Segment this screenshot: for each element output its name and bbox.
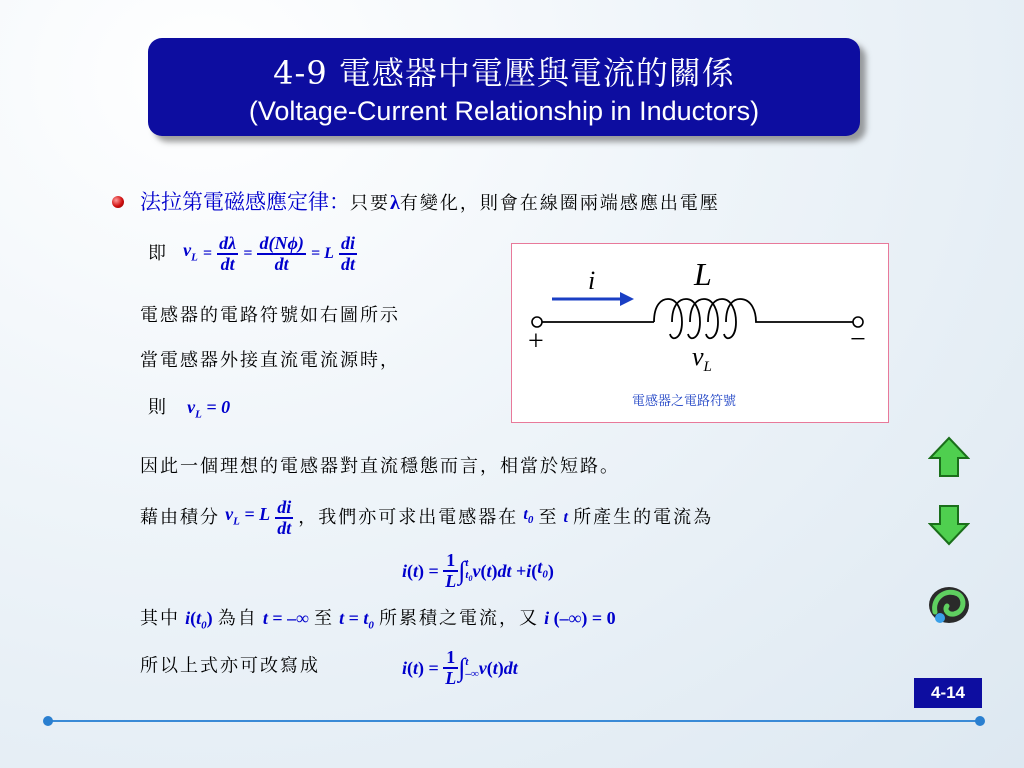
faraday-line [140, 186, 720, 216]
footer-dot-right [975, 716, 985, 726]
current-integral-formula: i(t) = $\frac{1}{L}$ ∫ t $t_0$ $v(t)dt +i(t_0)$ [402, 549, 554, 591]
eq-sign-1: = [202, 244, 213, 262]
faraday-formula [148, 228, 357, 272]
short-circuit-text: 因此一個理想的電感器對直流穩態而言，相當於短路。 [140, 456, 620, 477]
inductor-coil-icon [654, 299, 762, 338]
symbol-text: 電感器的電路符號如右圖所示 [140, 305, 400, 326]
dc-source-text: 當電感器外接直流電流源時， [140, 350, 400, 371]
i-neg-inf-zero: i (–∞) = 0 [544, 608, 616, 628]
plus-label: + [528, 326, 544, 357]
rewritten-integral-formula: i(t) = $\frac{1}{L}$ ∫ t –∞ v(t)dt [402, 646, 518, 688]
title-chinese: 4-9 電感器中電壓與電流的關係 [273, 54, 735, 92]
eq-sign-3: = L [310, 244, 334, 262]
integral-vl [225, 504, 271, 528]
up-arrow-icon [928, 436, 970, 478]
f1-den: dt [220, 253, 235, 274]
integral-to: 至 [538, 506, 559, 528]
where-to: 至 [314, 608, 335, 629]
where-mid: 為自 [217, 608, 258, 629]
then-prefix: 則 [148, 397, 168, 418]
where-suffix: 所累積之電流，又 [379, 608, 539, 629]
int-den: dt [277, 517, 292, 538]
int-num: di [277, 496, 292, 517]
int-eq: = L [244, 504, 271, 524]
t-neg-inf: t = –∞ [262, 608, 309, 628]
f2-num: d(Nϕ) [259, 232, 304, 253]
voltage-label [692, 342, 712, 376]
circuit-caption: 電感器之電路符號 [632, 394, 737, 409]
vl-v: v [183, 240, 192, 260]
vl-zero-sub: L [195, 408, 202, 421]
title-english: (Voltage-Current Relationship in Inductors) [248, 96, 760, 126]
vl-sub: L [191, 251, 198, 264]
i-t0-symbol: $i(t_0)$ [185, 608, 213, 632]
integral-prefix: 藉由積分 [140, 506, 220, 528]
page-number-badge: 4-14 [914, 678, 982, 708]
voltage-sub: L [703, 359, 712, 376]
current-arrow-head-icon [620, 292, 634, 306]
next-slide-button[interactable] [928, 504, 970, 546]
t-symbol: t [563, 508, 568, 526]
faraday-text-2: 有變化，則會在線圈兩端感應出電壓 [399, 193, 720, 214]
integral-suffix: 所產生的電流為 [573, 506, 714, 528]
return-swirl-icon [926, 582, 972, 628]
vl-zero-formula [187, 397, 231, 421]
lambda-symbol: λ [390, 192, 400, 214]
f2-den: dt [274, 253, 289, 274]
f3-den: dt [340, 253, 355, 274]
integral-middle: ，我們亦可求出電感器在 [298, 506, 519, 528]
int-v: v [225, 504, 234, 524]
integral-sentence [140, 490, 713, 538]
int-sub: L [233, 515, 240, 528]
where-prefix: 其中 [140, 608, 180, 629]
where-sentence [140, 604, 616, 632]
eq-sign-2: = [243, 244, 253, 262]
vl-zero-value: = 0 [206, 397, 231, 417]
inductor-circuit-diagram [511, 243, 889, 423]
integral-fraction-di-dt [275, 498, 293, 538]
inductor-label: L [694, 256, 712, 292]
vl-symbol [183, 240, 198, 264]
footer-dot-left [43, 716, 53, 726]
rewrite-text: 所以上式亦可改寫成 [140, 655, 320, 677]
fraction-di-dt [339, 234, 357, 274]
bullet-icon [112, 196, 124, 208]
t-eq-t0: $t = t_0$ [339, 608, 374, 632]
previous-slide-button[interactable] [928, 436, 970, 478]
faraday-heading: 法拉第電磁感應定律： [140, 190, 350, 214]
formula-prefix: 即 [148, 242, 168, 264]
footer-divider [48, 720, 980, 722]
minus-label: − [850, 324, 866, 355]
faraday-text-1: 只要 [350, 193, 390, 214]
return-button[interactable] [926, 582, 972, 628]
t0-symbol: $t_0$ [523, 506, 534, 527]
vl-zero-v: v [187, 397, 196, 417]
fraction-dlambda-dt [217, 234, 238, 274]
down-arrow-icon [928, 504, 970, 546]
current-label: i [588, 266, 596, 295]
fraction-dnphi-dt [257, 234, 305, 274]
vl-zero-line [148, 393, 230, 421]
rewrite-line [140, 642, 320, 690]
f1-num: dλ [219, 232, 237, 253]
slide-title-box [148, 38, 860, 136]
f3-num: di [340, 232, 355, 253]
voltage-v: v [692, 342, 704, 371]
